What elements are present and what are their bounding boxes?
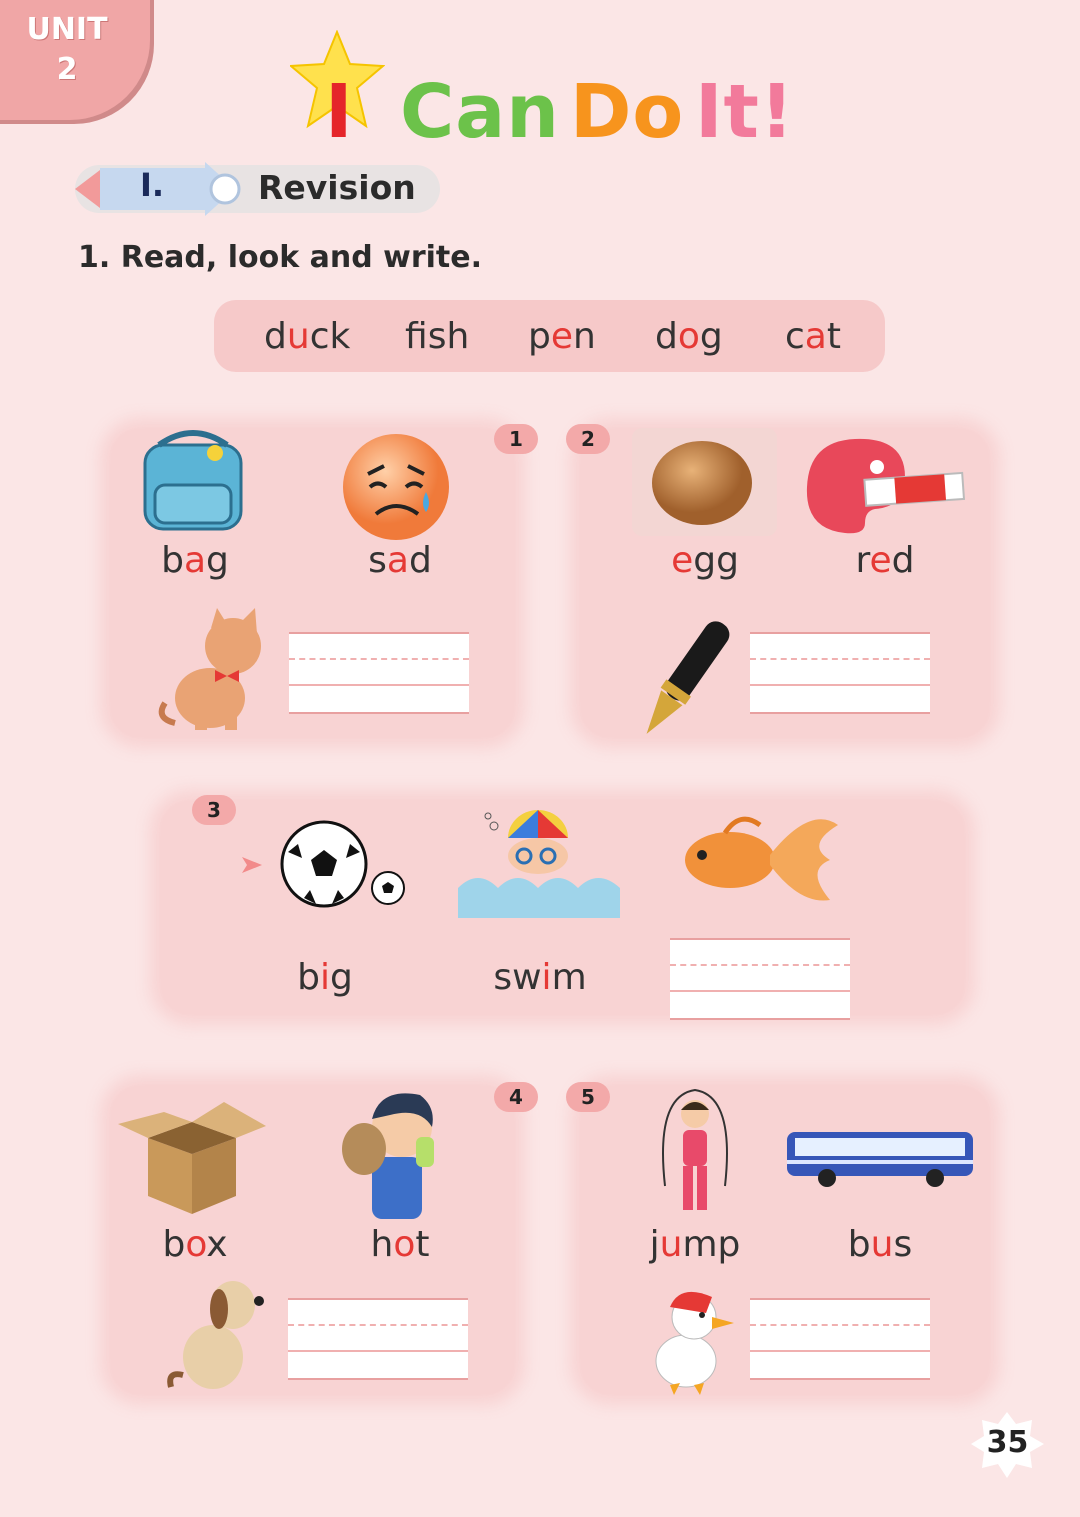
instruction: 1. Read, look and write. <box>78 240 483 275</box>
dog-icon <box>165 1275 265 1395</box>
example-word-bus: bus <box>847 1224 913 1265</box>
example-word-sad: sad <box>368 540 432 581</box>
unit-label <box>22 10 112 90</box>
soccer-balls-icon <box>280 820 410 910</box>
unit-word: UNIT <box>26 12 108 47</box>
jump-rope-girl-icon <box>655 1086 735 1222</box>
arrow-icon <box>242 857 262 873</box>
unit-number: 2 <box>56 52 78 87</box>
word-bank-item: pen <box>528 316 596 357</box>
title-i: I <box>325 69 354 155</box>
title-can: Can <box>400 69 560 155</box>
page-title <box>290 30 810 155</box>
answer-line-5[interactable] <box>750 1298 930 1380</box>
title-it: It! <box>695 69 795 155</box>
exercise-number: 4 <box>494 1082 538 1112</box>
example-word-bag: bag <box>161 540 229 581</box>
example-word-box: box <box>162 1224 228 1265</box>
word-bank-item: dog <box>655 316 723 357</box>
word-bank-item: duck <box>264 316 351 357</box>
page-number: 35 <box>986 1425 1029 1460</box>
title-do: Do <box>570 69 685 155</box>
answer-line-1[interactable] <box>289 632 469 714</box>
duck-icon <box>650 1283 735 1395</box>
example-word-red: red <box>855 540 915 581</box>
hot-boy-icon <box>340 1087 450 1219</box>
example-word-egg: egg <box>671 540 739 581</box>
section-number: I. <box>140 166 165 204</box>
word-bank-item: fsh <box>405 316 470 357</box>
pen-icon <box>638 612 733 747</box>
exercise-number: 2 <box>566 424 610 454</box>
answer-line-4[interactable] <box>288 1298 468 1380</box>
egg-icon <box>632 428 777 536</box>
example-word-swim: swim <box>493 957 587 998</box>
answer-line-3[interactable] <box>670 938 850 1020</box>
backpack-icon <box>137 425 249 533</box>
example-word-jump: jump <box>649 1224 741 1265</box>
paint-palette-icon <box>805 437 965 535</box>
box-icon <box>118 1098 266 1216</box>
bus-icon <box>785 1128 975 1188</box>
section-title: Revision <box>258 168 416 207</box>
exercise-number: 5 <box>566 1082 610 1112</box>
word-bank-item: cat <box>785 316 841 357</box>
sad-face-icon <box>340 432 452 542</box>
exercise-number: 3 <box>192 795 236 825</box>
cat-icon <box>155 608 270 733</box>
exercise-number: 1 <box>494 424 538 454</box>
example-word-big: big <box>297 957 353 998</box>
goldfish-icon <box>680 805 840 905</box>
answer-line-2[interactable] <box>750 632 930 714</box>
swimmer-icon <box>458 808 620 918</box>
example-word-hot: hot <box>370 1224 430 1265</box>
